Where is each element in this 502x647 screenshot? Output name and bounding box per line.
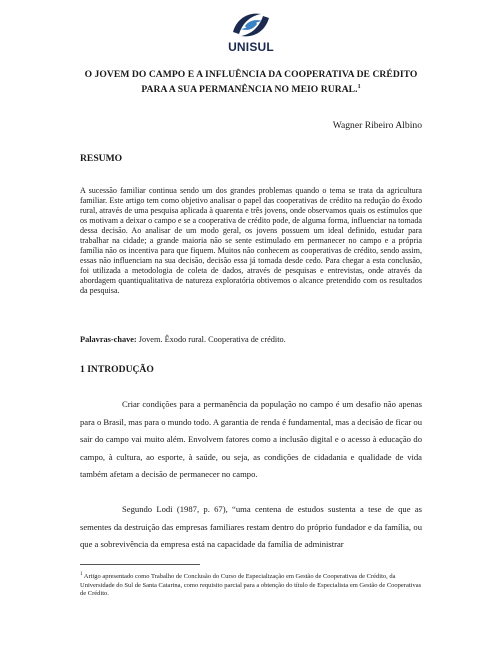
keywords-label: Palavras-chave:: [80, 335, 137, 344]
title-footnote-mark: 1: [357, 84, 361, 90]
keywords-text: Jovem. Êxodo rural. Cooperativa de crédito.: [138, 335, 286, 344]
keywords: [80, 335, 422, 344]
title-line-1: O JOVEM DO CAMPO E A INFLUÊNCIA DA COOPERATIVA DE CRÉDITO: [84, 69, 418, 80]
unisul-logo-icon: [229, 10, 273, 40]
footnote: [80, 571, 422, 599]
title-line-2: PARA A SUA PERMANÊNCIA NO MEIO RURAL.: [141, 84, 358, 96]
footnote-mark: 1: [80, 572, 83, 577]
footnote-text: Artigo apresentado como Trabalho de Conclusão do Curso de Especialização em Gestão de Cooperativas de Crédito, da Universidade do Sul de Santa Catarina, como requisito parcial para a obtenção do título de Especialista em Gestão de Cooperativas de Crédito.: [80, 573, 422, 598]
footnote-divider: [80, 564, 200, 565]
paper-title: [60, 68, 442, 96]
introduction-heading: 1 INTRODUÇÃO: [80, 364, 154, 375]
author-name: Wagner Ribeiro Albino: [332, 120, 422, 131]
intro-paragraph-2: Segundo Lodi (1987, p. 67), “uma centena de estudos sustenta a tese de que as sementes da destruição das empresas familiares restam dentro do próprio fundador e da família, ou que a sobrevivência da empresa está na capacidade da família de administrar: [80, 504, 422, 549]
unisul-logo: [215, 10, 287, 56]
logo-text: UNISUL: [228, 40, 274, 54]
abstract-text: A sucessão familiar continua sendo um dos grandes problemas quando o tema se trata da agricultura familiar. Este artigo tem como objetivo analisar o papel das cooperativas de crédito na redução do êxodo rural, através de uma pesquisa aplicada à quarenta e três jovens, onde observamos quais os estímulos que os motivam a deixar o campo e se a cooperativa de crédito pode, de alguma forma, influenciar na tomada dessa decisão. Ao analisar de um modo geral, os jovens possuem um ideal definido, estudar para trabalhar na cidade; a grande maioria não se sente estimulado em permanecer no campo e a própria família não os incentiva para que fiquem. Muitos não conhecem as cooperativas de crédito, sendo assim, essas não influenciam na sua decisão, decisão essa já tomada desde cedo. Para chegar a esta conclusão, foi utilizada a metodologia de coleta de dados, através de pesquisas e entrevistas, onde através da abordagem quantiqualitativa de natureza exploratória obtivemos o alcance pretendido com os resultados da pesquisa.: [80, 186, 422, 295]
intro-paragraph-1: Criar condições para a permanência da população no campo é um desafio não apenas para o Brasil, mas para o mundo todo. A garantia de renda é fundamental, mas a decisão de ficar ou sair do campo vai muito além. Envolvem fatores como a inclusão digital e o acesso à educação do campo, à cultura, ao esporte, à saúde, ou seja, as condições de cidadania e qualidade de vida também afetam a decisão de permanecer no campo.: [80, 399, 422, 479]
abstract-heading: RESUMO: [80, 153, 123, 164]
